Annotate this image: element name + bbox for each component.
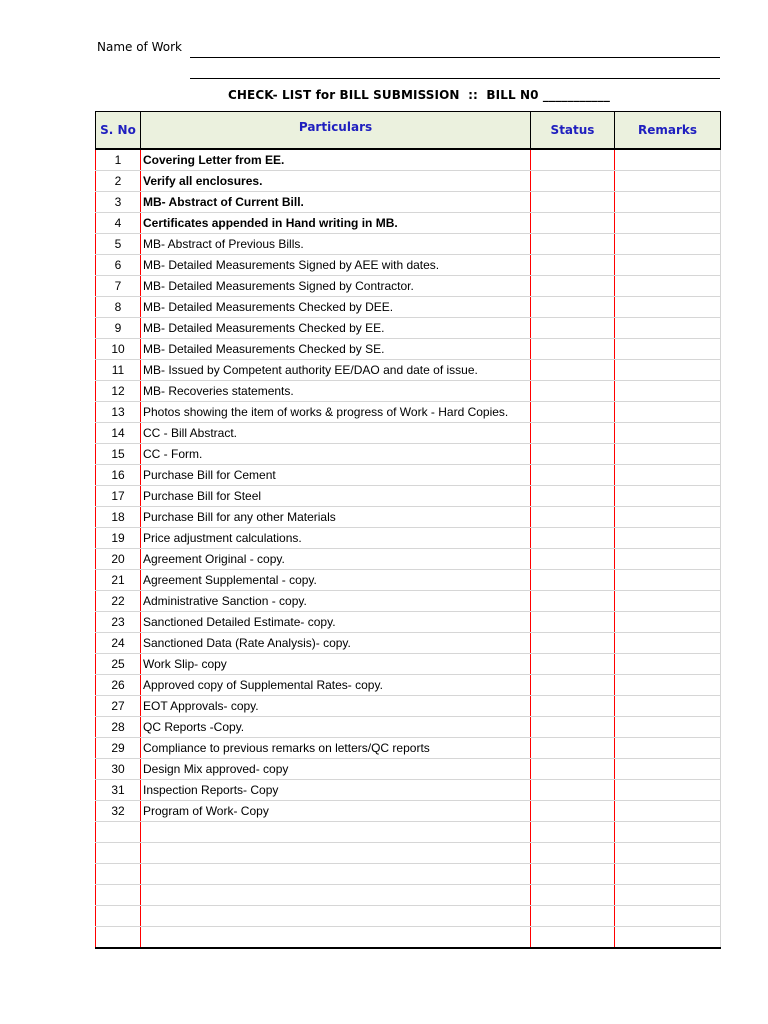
status-cell[interactable] — [531, 234, 615, 255]
serial-number-cell: 10 — [96, 339, 141, 360]
serial-number-cell: 7 — [96, 276, 141, 297]
table-row — [96, 927, 721, 949]
status-cell[interactable] — [531, 843, 615, 864]
status-cell[interactable] — [531, 444, 615, 465]
status-cell[interactable] — [531, 381, 615, 402]
particulars-cell — [141, 927, 531, 949]
remarks-cell[interactable] — [615, 381, 721, 402]
particulars-cell: Purchase Bill for Steel — [141, 486, 531, 507]
status-cell[interactable] — [531, 402, 615, 423]
status-cell[interactable] — [531, 507, 615, 528]
particulars-cell: Photos showing the item of works & progress of Work - Hard Copies. — [141, 402, 531, 423]
status-cell[interactable] — [531, 486, 615, 507]
remarks-cell[interactable] — [615, 591, 721, 612]
remarks-cell[interactable] — [615, 465, 721, 486]
table-row — [96, 149, 721, 171]
serial-number-cell — [96, 885, 141, 906]
particulars-cell: MB- Detailed Measurements Checked by DEE. — [141, 297, 531, 318]
remarks-cell[interactable] — [615, 864, 721, 885]
status-cell[interactable] — [531, 633, 615, 654]
remarks-cell[interactable] — [615, 255, 721, 276]
serial-number-cell: 3 — [96, 192, 141, 213]
status-cell[interactable] — [531, 213, 615, 234]
remarks-cell[interactable] — [615, 213, 721, 234]
serial-number-cell: 19 — [96, 528, 141, 549]
table-row — [96, 444, 721, 465]
particulars-cell: Design Mix approved- copy — [141, 759, 531, 780]
serial-number-cell: 22 — [96, 591, 141, 612]
status-cell[interactable] — [531, 801, 615, 822]
table-row — [96, 570, 721, 591]
table-row — [96, 297, 721, 318]
status-cell[interactable] — [531, 780, 615, 801]
particulars-cell: EOT Approvals- copy. — [141, 696, 531, 717]
serial-number-cell: 13 — [96, 402, 141, 423]
serial-number-cell: 31 — [96, 780, 141, 801]
status-cell[interactable] — [531, 885, 615, 906]
table-row — [96, 171, 721, 192]
particulars-cell: Administrative Sanction - copy. — [141, 591, 531, 612]
remarks-cell[interactable] — [615, 633, 721, 654]
remarks-cell[interactable] — [615, 171, 721, 192]
particulars-cell — [141, 864, 531, 885]
status-cell[interactable] — [531, 192, 615, 213]
remarks-cell[interactable] — [615, 612, 721, 633]
status-cell[interactable] — [531, 549, 615, 570]
particulars-cell: Approved copy of Supplemental Rates- copy. — [141, 675, 531, 696]
remarks-cell[interactable] — [615, 507, 721, 528]
remarks-cell[interactable] — [615, 423, 721, 444]
serial-number-cell — [96, 927, 141, 949]
status-cell[interactable] — [531, 255, 615, 276]
particulars-cell — [141, 843, 531, 864]
table-row — [96, 654, 721, 675]
status-cell[interactable] — [531, 927, 615, 949]
table-row — [96, 717, 721, 738]
table-row — [96, 801, 721, 822]
status-cell[interactable] — [531, 149, 615, 171]
particulars-cell: Inspection Reports- Copy — [141, 780, 531, 801]
remarks-cell[interactable] — [615, 843, 721, 864]
remarks-cell[interactable] — [615, 570, 721, 591]
table-row — [96, 339, 721, 360]
table-row — [96, 633, 721, 654]
serial-number-cell: 29 — [96, 738, 141, 759]
status-cell[interactable] — [531, 717, 615, 738]
remarks-cell[interactable] — [615, 297, 721, 318]
serial-number-cell: 4 — [96, 213, 141, 234]
table-row — [96, 843, 721, 864]
particulars-cell: Certificates appended in Hand writing in MB. — [141, 213, 531, 234]
table-row — [96, 360, 721, 381]
table-row — [96, 591, 721, 612]
particulars-cell: Covering Letter from EE. — [141, 149, 531, 171]
status-cell[interactable] — [531, 339, 615, 360]
status-cell[interactable] — [531, 675, 615, 696]
remarks-cell[interactable] — [615, 192, 721, 213]
serial-number-cell: 16 — [96, 465, 141, 486]
name-of-work-label: Name of Work — [97, 40, 182, 54]
table-row — [96, 528, 721, 549]
particulars-cell: Work Slip- copy — [141, 654, 531, 675]
serial-number-cell: 15 — [96, 444, 141, 465]
particulars-cell: Agreement Supplemental - copy. — [141, 570, 531, 591]
table-row — [96, 549, 721, 570]
status-cell[interactable] — [531, 528, 615, 549]
serial-number-cell — [96, 822, 141, 843]
serial-number-cell — [96, 864, 141, 885]
checklist-table — [95, 111, 721, 949]
particulars-cell: MB- Detailed Measurements Signed by AEE with dates. — [141, 255, 531, 276]
particulars-cell: Price adjustment calculations. — [141, 528, 531, 549]
serial-number-cell: 9 — [96, 318, 141, 339]
status-cell[interactable] — [531, 738, 615, 759]
table-header-row — [96, 112, 721, 150]
remarks-cell[interactable] — [615, 276, 721, 297]
table-row — [96, 612, 721, 633]
particulars-cell — [141, 822, 531, 843]
particulars-cell: Agreement Original - copy. — [141, 549, 531, 570]
particulars-cell: Verify all enclosures. — [141, 171, 531, 192]
serial-number-cell: 11 — [96, 360, 141, 381]
particulars-cell: MB- Abstract of Current Bill. — [141, 192, 531, 213]
remarks-cell[interactable] — [615, 717, 721, 738]
particulars-cell: CC - Bill Abstract. — [141, 423, 531, 444]
particulars-cell: Purchase Bill for Cement — [141, 465, 531, 486]
column-header-particulars: Particulars — [141, 112, 531, 150]
remarks-cell[interactable] — [615, 801, 721, 822]
remarks-cell[interactable] — [615, 780, 721, 801]
name-of-work-line-2[interactable] — [190, 78, 720, 79]
remarks-cell[interactable] — [615, 149, 721, 171]
serial-number-cell: 25 — [96, 654, 141, 675]
checklist-body — [96, 149, 721, 948]
remarks-cell[interactable] — [615, 822, 721, 843]
checklist-title: CHECK- LIST for BILL SUBMISSION :: BILL N0 ___________ — [228, 88, 610, 102]
remarks-cell[interactable] — [615, 885, 721, 906]
table-row — [96, 423, 721, 444]
serial-number-cell: 14 — [96, 423, 141, 444]
serial-number-cell — [96, 843, 141, 864]
particulars-cell — [141, 906, 531, 927]
remarks-cell[interactable] — [615, 234, 721, 255]
serial-number-cell: 1 — [96, 149, 141, 171]
serial-number-cell: 6 — [96, 255, 141, 276]
serial-number-cell: 17 — [96, 486, 141, 507]
table-row — [96, 780, 721, 801]
name-of-work-line[interactable] — [190, 57, 720, 58]
remarks-cell[interactable] — [615, 339, 721, 360]
status-cell[interactable] — [531, 276, 615, 297]
remarks-cell[interactable] — [615, 444, 721, 465]
remarks-cell[interactable] — [615, 318, 721, 339]
table-row — [96, 507, 721, 528]
remarks-cell[interactable] — [615, 927, 721, 949]
serial-number-cell: 27 — [96, 696, 141, 717]
status-cell[interactable] — [531, 696, 615, 717]
remarks-cell[interactable] — [615, 675, 721, 696]
remarks-cell[interactable] — [615, 738, 721, 759]
status-cell[interactable] — [531, 612, 615, 633]
table-row — [96, 885, 721, 906]
particulars-cell: MB- Abstract of Previous Bills. — [141, 234, 531, 255]
status-cell[interactable] — [531, 423, 615, 444]
serial-number-cell: 28 — [96, 717, 141, 738]
table-row — [96, 759, 721, 780]
table-row — [96, 402, 721, 423]
serial-number-cell: 20 — [96, 549, 141, 570]
serial-number-cell: 5 — [96, 234, 141, 255]
particulars-cell: Compliance to previous remarks on letters/QC reports — [141, 738, 531, 759]
remarks-cell[interactable] — [615, 402, 721, 423]
remarks-cell[interactable] — [615, 696, 721, 717]
serial-number-cell: 26 — [96, 675, 141, 696]
table-row — [96, 738, 721, 759]
serial-number-cell: 12 — [96, 381, 141, 402]
table-row — [96, 822, 721, 843]
column-header-remarks: Remarks — [615, 112, 721, 150]
particulars-cell: MB- Issued by Competent authority EE/DAO and date of issue. — [141, 360, 531, 381]
column-header-sno: S. No — [96, 112, 141, 150]
status-cell[interactable] — [531, 171, 615, 192]
status-cell[interactable] — [531, 654, 615, 675]
particulars-cell: QC Reports -Copy. — [141, 717, 531, 738]
status-cell[interactable] — [531, 864, 615, 885]
serial-number-cell: 2 — [96, 171, 141, 192]
status-cell[interactable] — [531, 465, 615, 486]
remarks-cell[interactable] — [615, 360, 721, 381]
particulars-cell: Program of Work- Copy — [141, 801, 531, 822]
remarks-cell[interactable] — [615, 486, 721, 507]
table-row — [96, 675, 721, 696]
table-row — [96, 381, 721, 402]
remarks-cell[interactable] — [615, 549, 721, 570]
serial-number-cell: 23 — [96, 612, 141, 633]
table-row — [96, 192, 721, 213]
particulars-cell: Purchase Bill for any other Materials — [141, 507, 531, 528]
remarks-cell[interactable] — [615, 654, 721, 675]
particulars-cell: MB- Detailed Measurements Checked by EE. — [141, 318, 531, 339]
serial-number-cell — [96, 906, 141, 927]
status-cell[interactable] — [531, 297, 615, 318]
serial-number-cell: 18 — [96, 507, 141, 528]
column-header-status: Status — [531, 112, 615, 150]
remarks-cell[interactable] — [615, 759, 721, 780]
particulars-cell: MB- Detailed Measurements Signed by Contractor. — [141, 276, 531, 297]
serial-number-cell: 30 — [96, 759, 141, 780]
table-row — [96, 465, 721, 486]
table-row — [96, 234, 721, 255]
table-row — [96, 696, 721, 717]
serial-number-cell: 8 — [96, 297, 141, 318]
serial-number-cell: 24 — [96, 633, 141, 654]
status-cell[interactable] — [531, 759, 615, 780]
table-row — [96, 318, 721, 339]
table-row — [96, 213, 721, 234]
status-cell[interactable] — [531, 318, 615, 339]
table-row — [96, 276, 721, 297]
status-cell[interactable] — [531, 591, 615, 612]
status-cell[interactable] — [531, 360, 615, 381]
serial-number-cell: 21 — [96, 570, 141, 591]
serial-number-cell: 32 — [96, 801, 141, 822]
particulars-cell: MB- Recoveries statements. — [141, 381, 531, 402]
table-row — [96, 864, 721, 885]
remarks-cell[interactable] — [615, 528, 721, 549]
status-cell[interactable] — [531, 822, 615, 843]
particulars-cell: Sanctioned Detailed Estimate- copy. — [141, 612, 531, 633]
table-row — [96, 255, 721, 276]
particulars-cell: Sanctioned Data (Rate Analysis)- copy. — [141, 633, 531, 654]
particulars-cell: CC - Form. — [141, 444, 531, 465]
table-row — [96, 906, 721, 927]
particulars-cell — [141, 885, 531, 906]
table-row — [96, 486, 721, 507]
status-cell[interactable] — [531, 570, 615, 591]
status-cell[interactable] — [531, 906, 615, 927]
particulars-cell: MB- Detailed Measurements Checked by SE. — [141, 339, 531, 360]
remarks-cell[interactable] — [615, 906, 721, 927]
